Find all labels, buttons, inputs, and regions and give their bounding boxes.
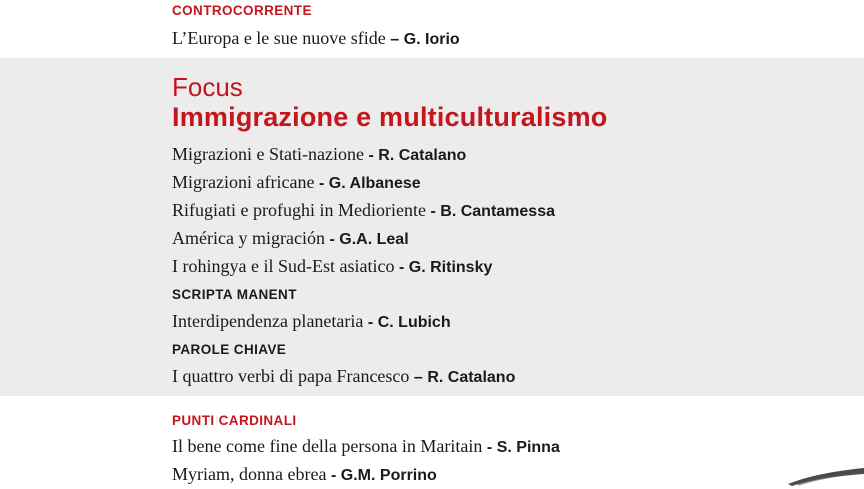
entry-author: G. Ritinsky (408, 259, 493, 276)
entry-author: B. Cantamessa (440, 203, 555, 220)
entry-separator: - (330, 467, 337, 484)
entry-title: América y migración (172, 228, 325, 248)
entry-title: Rifugiati e profughi in Medioriente (172, 200, 426, 220)
section-label-scripta-manent: SCRIPTA MANENT (172, 287, 297, 302)
subsection-scripta-manent (172, 287, 864, 336)
entry-author: G. Albanese (328, 175, 421, 192)
entry-separator: - (368, 147, 374, 164)
section-label-controcorrente: CONTROCORRENTE (172, 3, 312, 18)
entry-title: Myriam, donna ebrea (172, 464, 327, 484)
toc-entry[interactable] (172, 225, 864, 253)
toc-entry[interactable] (172, 461, 864, 489)
section-label-parole-chiave: PAROLE CHIAVE (172, 342, 287, 357)
toc-entry[interactable] (172, 308, 864, 336)
entry-separator: - (398, 259, 405, 276)
entry-title: L’Europa e le sue nuove sfide (172, 28, 386, 48)
entry-separator: - (318, 175, 325, 192)
entry-author: R. Catalano (427, 369, 516, 386)
focus-section (0, 58, 864, 396)
toc-entry[interactable] (172, 253, 864, 281)
entry-title: Il bene come fine della persona in Maritain (172, 436, 483, 456)
entry-separator: - (430, 203, 436, 220)
entry-author: G.A. Leal (339, 231, 409, 248)
focus-kicker: Focus (172, 72, 243, 102)
section-punti-cardinali (0, 396, 864, 486)
entry-author: G.M. Porrino (340, 467, 437, 484)
section-label-punti-cardinali: PUNTI CARDINALI (172, 413, 297, 428)
section-controcorrente (0, 0, 864, 58)
entry-title: I rohingya e il Sud-Est asiatico (172, 256, 395, 276)
brush-stroke-decoration (784, 464, 864, 486)
entry-author: S. Pinna (496, 439, 560, 456)
entry-title: Interdipendenza planetaria (172, 311, 364, 331)
toc-entry[interactable] (172, 25, 864, 53)
entry-author: R. Catalano (378, 147, 467, 164)
entry-title: Migrazioni africane (172, 172, 315, 192)
entry-title: Migrazioni e Stati-nazione (172, 144, 364, 164)
toc-entry[interactable] (172, 363, 864, 391)
entry-author: G. Iorio (403, 31, 460, 48)
entry-separator: - (329, 231, 335, 248)
toc-entry[interactable] (172, 433, 864, 461)
focus-entries (172, 141, 864, 281)
entry-separator: – (390, 31, 400, 48)
toc-entry[interactable] (172, 169, 864, 197)
entry-author: C. Lubich (377, 314, 451, 331)
toc-entry[interactable] (172, 141, 864, 169)
entry-separator: - (486, 439, 493, 456)
focus-title: Immigrazione e multiculturalismo (172, 102, 608, 132)
entry-title: I quattro verbi di papa Francesco (172, 366, 410, 386)
subsection-parole-chiave (172, 342, 864, 391)
toc-entry[interactable] (172, 197, 864, 225)
entry-separator: - (367, 314, 374, 331)
entry-separator: – (413, 369, 423, 386)
